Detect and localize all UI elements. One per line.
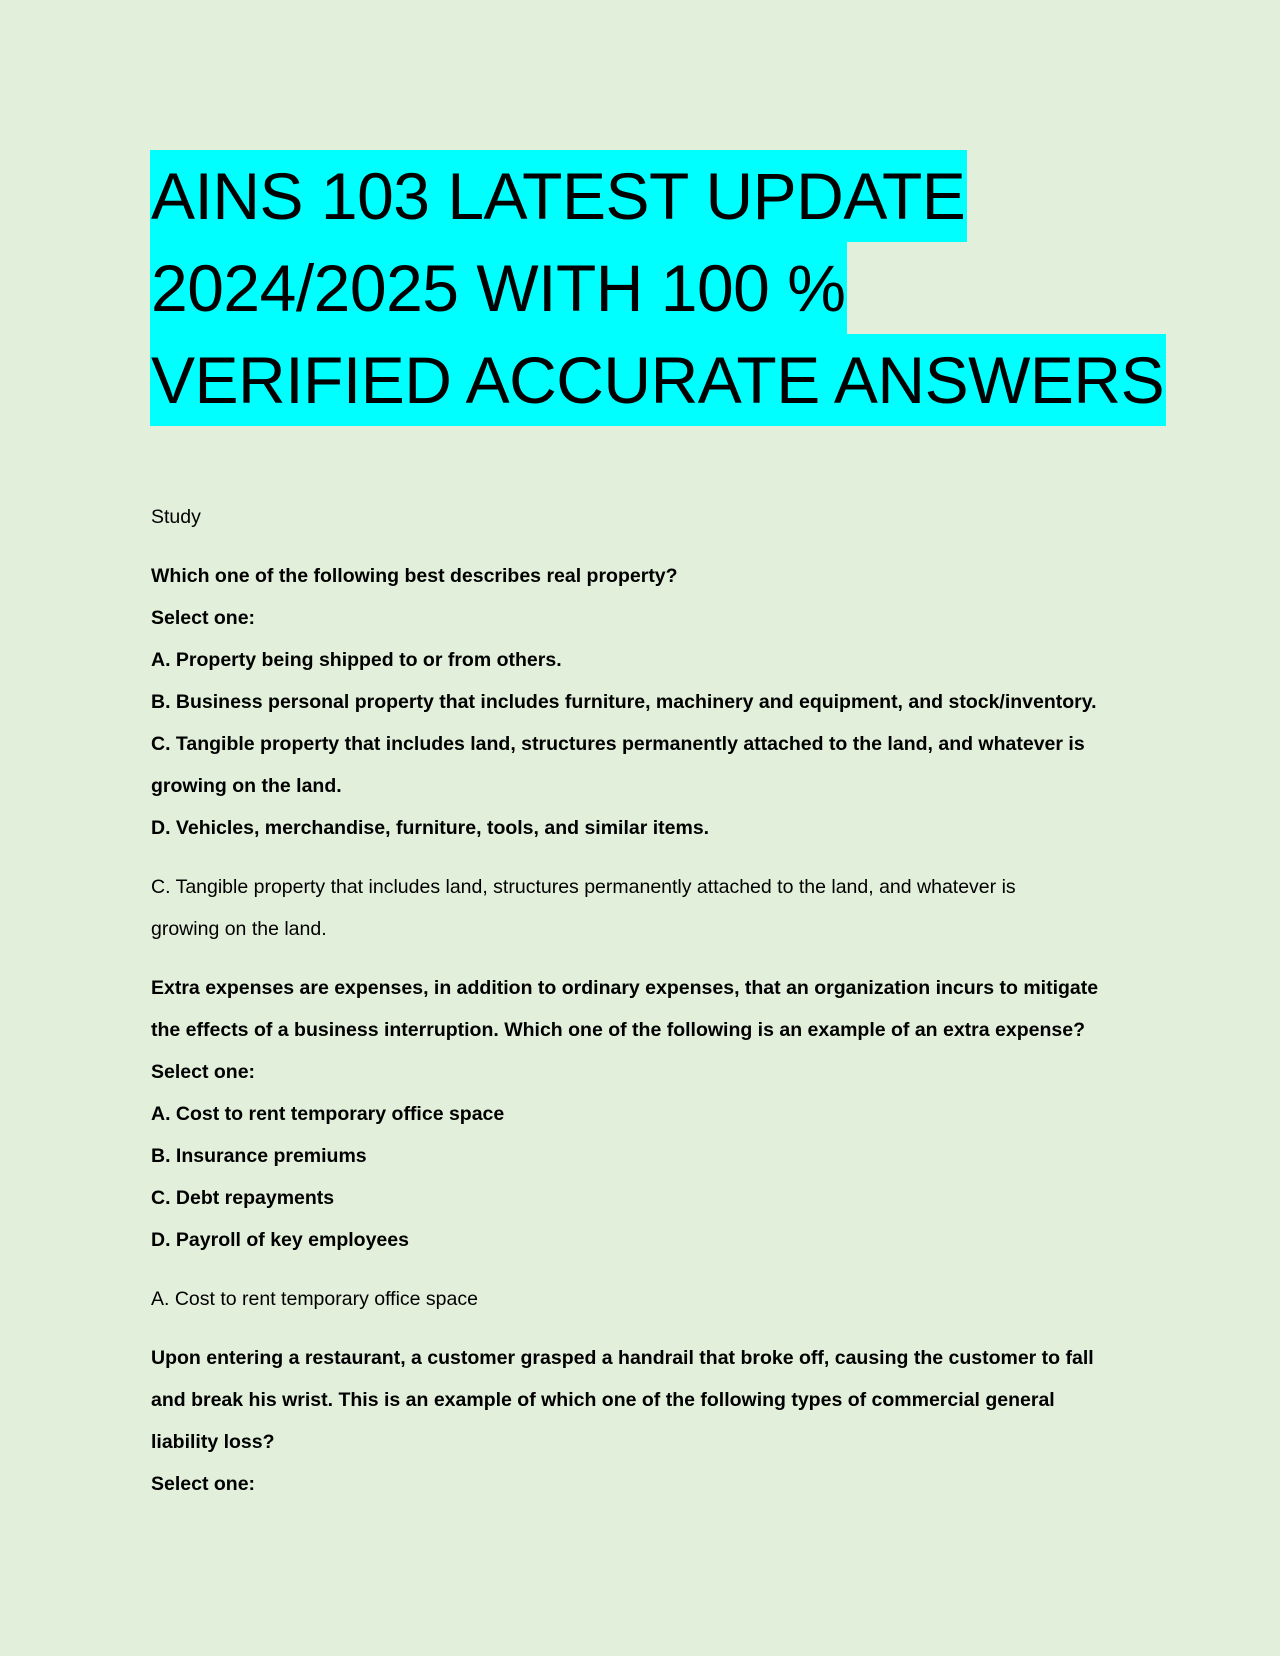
question-text: Upon entering a restaurant, a customer grasped a handrail that broke off, causing the customer to fall [151, 1347, 1094, 1369]
answer-option: A. Property being shipped to or from others. [151, 649, 562, 671]
question-text: the effects of a business interruption. Which one of the following is an example of an extra expense? [151, 1019, 1085, 1041]
answer-option: D. Payroll of key employees [151, 1229, 409, 1251]
question-block [151, 555, 1151, 849]
answer-option: B. Insurance premiums [151, 1145, 367, 1167]
title-line: VERIFIED ACCURATE ANSWERS [150, 334, 1166, 426]
select-one-label: Select one: [151, 607, 256, 629]
answer-text: C. Tangible property that includes land, structures permanently attached to the land, and whatever is [151, 876, 1016, 898]
answer-option: growing on the land. [151, 775, 342, 797]
title-line: 2024/2025 WITH 100 % [150, 242, 847, 334]
select-one-label: Select one: [151, 1473, 256, 1495]
answer-option: B. Business personal property that includes furniture, machinery and equipment, and stock/inventory. [151, 691, 1097, 713]
answer-option: C. Tangible property that includes land, structures permanently attached to the land, and whatever is [151, 733, 1085, 755]
question-text: and break his wrist. This is an example of which one of the following types of commercial general [151, 1389, 1055, 1411]
section-heading: Study [151, 506, 201, 528]
answer-option: D. Vehicles, merchandise, furniture, tools, and similar items. [151, 817, 710, 839]
correct-answer [151, 1278, 1151, 1320]
select-one-label: Select one: [151, 1061, 256, 1083]
correct-answer [151, 866, 1151, 950]
answer-option: C. Debt repayments [151, 1187, 335, 1209]
title-line: AINS 103 LATEST UPDATE [150, 150, 967, 242]
question-block [151, 967, 1151, 1261]
answer-text: A. Cost to rent temporary office space [151, 1288, 478, 1310]
question-block [151, 1337, 1151, 1505]
document-title [150, 150, 1165, 426]
question-text: liability loss? [151, 1431, 275, 1453]
answer-option: A. Cost to rent temporary office space [151, 1103, 505, 1125]
question-text: Which one of the following best describes real property? [151, 565, 678, 587]
question-text: Extra expenses are expenses, in addition to ordinary expenses, that an organization incurs to mitigate [151, 977, 1099, 999]
document-body [151, 496, 1151, 1505]
answer-text: growing on the land. [151, 918, 327, 940]
